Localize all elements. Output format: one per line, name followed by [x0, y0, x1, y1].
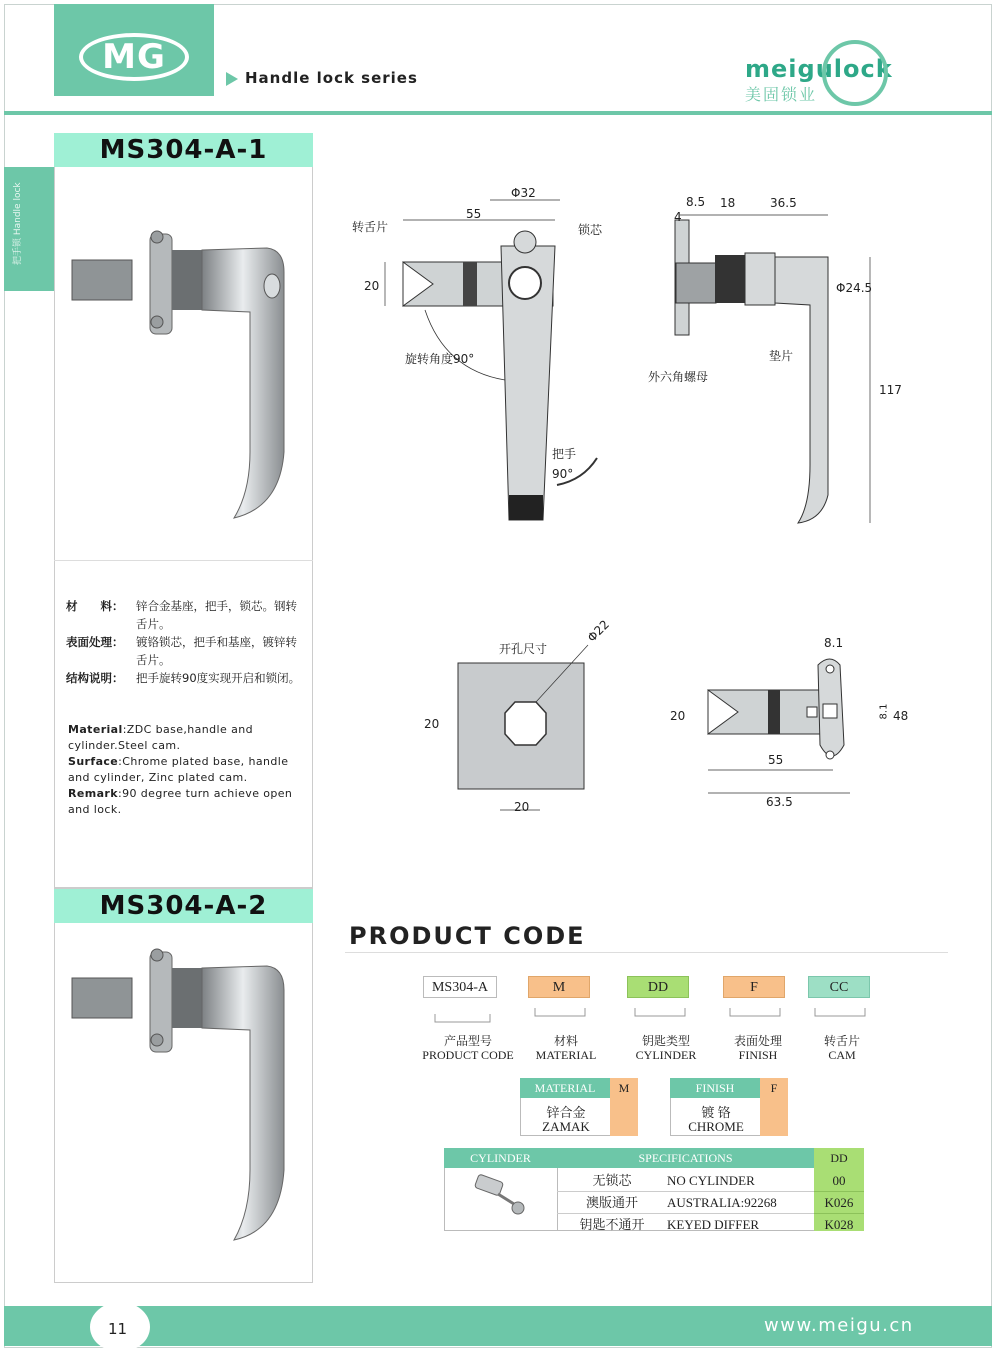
code-box-cam: CC	[808, 976, 870, 998]
panel-divider	[54, 560, 313, 561]
material-table-header: MATERIAL	[520, 1078, 610, 1098]
label-washer: 垫片	[769, 349, 794, 363]
cylinder-row: 无锁芯 NO CYLINDER	[557, 1170, 814, 1192]
dim-h20: 20	[364, 279, 380, 293]
dim-d22: Φ22	[584, 617, 613, 645]
code-box-product: MS304-A	[423, 976, 497, 998]
product-photo-1	[62, 222, 302, 527]
brand-name-cn: 美固锁业	[745, 85, 818, 104]
dim-cutout-h20: 20	[424, 717, 440, 731]
code-label-finish: 表面处理 FINISH	[733, 1034, 782, 1062]
dim-d85: 8.5	[686, 195, 706, 209]
dim-d635: 63.5	[766, 795, 793, 809]
product-code-title: PRODUCT CODE	[349, 922, 586, 950]
key-cylinder-icon	[472, 1170, 532, 1220]
series-title: Handle lock series	[245, 69, 418, 87]
model-title-1: MS304-A-1	[54, 133, 313, 167]
dim-cutout-w20: 20	[514, 800, 530, 814]
cylinder-table-header-mid: SPECIFICATIONS	[557, 1148, 814, 1168]
dim-d81a: 8.1	[824, 636, 844, 650]
dim-d81b: 8.1	[878, 703, 890, 720]
code-label-cam: 转舌片 CAM	[823, 1034, 860, 1062]
finish-table-code-cell	[760, 1098, 788, 1136]
finish-table-code: F	[760, 1078, 788, 1098]
dim-d48: 48	[893, 709, 909, 723]
label-cutout: 开孔尺寸	[499, 642, 548, 656]
header-divider	[4, 111, 992, 115]
label-rotation: 旋转角度90°	[405, 352, 475, 366]
description-cn: 材 料： 锌合金基座，把手，锁芯。钢转舌片。 表面处理： 镀铬锁芯，把手和基座，镀锌转舌片。 结构说明： 把手旋转90度实现开启和锁闭。	[66, 599, 301, 685]
side-tab-text: 把手锁 Handle lock	[13, 182, 23, 265]
label-handle: 把手	[552, 447, 577, 461]
dim-d55: 55	[768, 753, 784, 767]
dim-d4: 4	[674, 210, 682, 224]
cylinder-table-rows	[557, 1170, 814, 1235]
code-box-material: M	[528, 976, 590, 998]
code-box-cylinder: DD	[627, 976, 689, 998]
code-connectors	[420, 998, 880, 1030]
cylinder-table-codes: 00 K026 K028	[814, 1170, 864, 1235]
code-label-cylinder: 钥匙类型 CYLINDER	[635, 1034, 697, 1062]
finish-table-value: 镀 铬 CHROME	[688, 1105, 744, 1134]
cylinder-row: 澳版通开 AUSTRALIA:92268	[557, 1192, 814, 1214]
label-nut: 外六角螺母	[648, 370, 709, 384]
material-table-value: 锌合金 ZAMAK	[542, 1105, 590, 1134]
dim-d18: 18	[720, 196, 736, 210]
play-arrow-icon	[226, 72, 238, 86]
cylinder-row: 钥匙不通开 KEYED DIFFER	[579, 1217, 760, 1232]
product-code-divider	[345, 952, 948, 953]
cylinder-table-header-code: DD	[814, 1148, 864, 1168]
label-cam: 转舌片	[352, 220, 389, 234]
dim-d245: Φ24.5	[836, 281, 873, 295]
product-photo-2	[62, 940, 302, 1245]
brand-circle-icon	[815, 38, 895, 108]
dim-d117: 117	[879, 383, 902, 397]
material-table-code: M	[610, 1078, 638, 1098]
dim-top-d20: 20	[670, 709, 686, 723]
model-title-2: MS304-A-2	[54, 889, 313, 923]
mg-logo: MG	[79, 33, 189, 81]
footer-url[interactable]: www.meigu.cn	[764, 1315, 914, 1336]
page-number: 11	[108, 1320, 128, 1338]
code-label-product: 产品型号 PRODUCT CODE	[422, 1034, 514, 1062]
label-core: 锁芯	[578, 223, 603, 237]
cylinder-table-header-left: CYLINDER	[444, 1148, 557, 1168]
code-label-material: 材料 MATERIAL	[535, 1034, 597, 1062]
dim-d32: Φ32	[511, 186, 536, 200]
code-box-finish: F	[723, 976, 785, 998]
brand-name: meigulock	[745, 55, 893, 83]
dim-w55: 55	[466, 207, 482, 221]
description-en: Material:ZDC base,handle and cylinder.Steel cam. Surface:Chrome plated base, handle and cylinder, Zinc plated cam. Remark:90 degree turn achieve open and lock.	[68, 723, 293, 816]
label-angle: 90°	[552, 467, 574, 481]
drawing-top-view	[680, 645, 910, 805]
material-table-code-cell	[610, 1098, 638, 1136]
dim-d365: 36.5	[770, 196, 797, 210]
finish-table-header: FINISH	[670, 1078, 760, 1098]
